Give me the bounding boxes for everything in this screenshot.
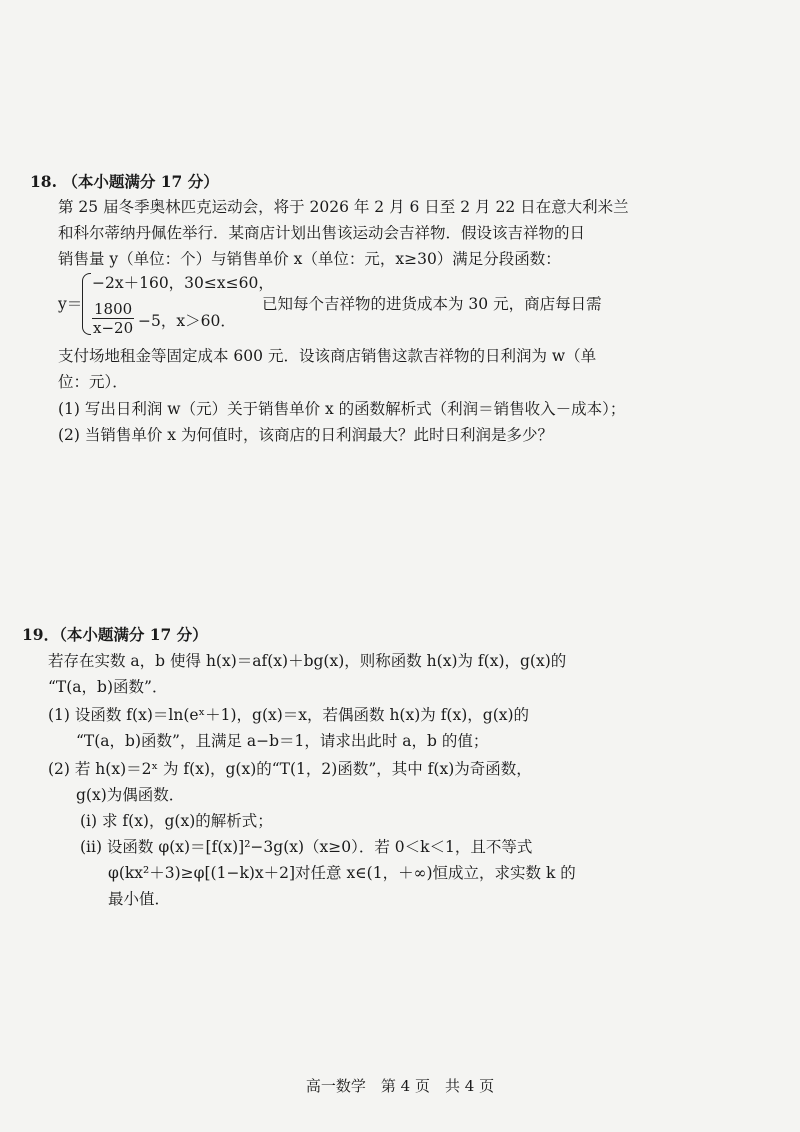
q19-subquestion-2-i: (i) 求 f(x)，g(x)的解析式；	[80, 812, 273, 830]
piecewise-fraction	[92, 300, 134, 337]
q19-subquestion-2-line-2: g(x)为偶函数．	[76, 786, 185, 804]
fraction-numerator: 1800	[94, 300, 133, 318]
q19-paragraph-line-1: 若存在实数 a，b 使得 h(x)＝af(x)＋bg(x)，则称函数 h(x)为 f(x)，g(x)的	[48, 652, 567, 670]
q19-subquestion-2-line-1: (2) 若 h(x)＝2ˣ 为 f(x)，g(x)的“T(1，2)函数”，其中 f(x)为奇函数，	[48, 760, 532, 778]
fraction-denominator: x−20	[93, 319, 134, 337]
q18-paragraph-line-3: 销售量 y（单位：个）与销售单价 x（单位：元，x≥30）满足分段函数：	[58, 250, 561, 268]
q18-paragraph-line-5: 支付场地租金等固定成本 600 元．设该商店销售这款吉祥物的日利润为 w（单	[58, 347, 597, 365]
piecewise-brace	[82, 273, 91, 335]
q18-subquestion-1: (1) 写出日利润 w（元）关于销售单价 x 的函数解析式（利润＝销售收入－成本）；	[58, 400, 626, 418]
q18-paragraph-line-1: 第 25 届冬季奥林匹克运动会，将于 2026 年 2 月 6 日至 2 月 22 日在意大利米兰	[58, 198, 629, 216]
q18-subquestion-2: (2) 当销售单价 x 为何值时，该商店的日利润最大？此时日利润是多少？	[58, 426, 553, 444]
q18-header: 18. （本小题满分 17 分）	[30, 172, 219, 191]
q19-subquestion-1-line-2: “T(a，b)函数”，且满足 a−b＝1，请求出此时 a，b 的值；	[76, 732, 489, 750]
q19-header: 19．（本小题满分 17 分）	[22, 625, 208, 644]
q19-subquestion-2-ii-line-1: (ii) 设函数 φ(x)＝[f(x)]²−3g(x)（x≥0）．若 0＜k＜1，且不等式	[80, 838, 533, 856]
q19-subquestion-1-line-1: (1) 设函数 f(x)＝ln(eˣ＋1)，g(x)＝x，若偶函数 h(x)为 f(x)，g(x)的	[48, 706, 530, 724]
page-footer: 高一数学 第 4 页 共 4 页	[305, 1077, 495, 1095]
piecewise-y-label: y＝	[58, 295, 83, 313]
q18-paragraph-line-4: 已知每个吉祥物的进货成本为 30 元，商店每日需	[262, 295, 602, 313]
q19-paragraph-line-2: “T(a，b)函数”．	[48, 678, 168, 696]
piecewise-case-1: −2x＋160，30≤x≤60，	[92, 274, 274, 292]
q19-subquestion-2-ii-line-3: 最小值．	[108, 890, 171, 908]
piecewise-case-2: −5，x＞60．	[138, 312, 236, 330]
q19-subquestion-2-ii-line-2: φ(kx²＋3)≥φ[(1−k)x＋2]对任意 x∈(1，＋∞)恒成立，求实数 k 的	[108, 864, 576, 882]
q18-paragraph-line-6: 位：元）．	[58, 373, 128, 391]
q18-paragraph-line-2: 和科尔蒂纳丹佩佐举行．某商店计划出售该运动会吉祥物．假设该吉祥物的日	[58, 224, 586, 242]
